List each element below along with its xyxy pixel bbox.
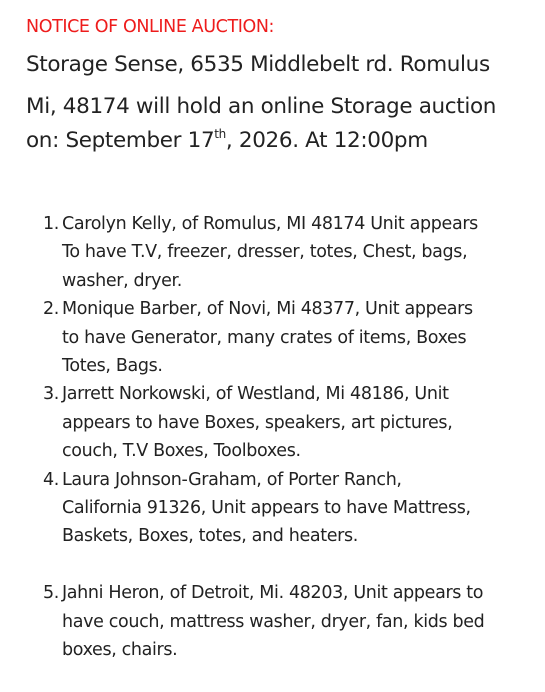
list-item-text: washer, dryer. — [62, 270, 183, 291]
intro-date-ordinal: th — [214, 127, 226, 141]
list-item-text: Carolyn Kelly, of Romulus, MI 48174 Unit appears — [62, 214, 478, 234]
list-item — [26, 295, 506, 380]
auction-unit-list — [26, 210, 506, 664]
list-item-number: 3. — [43, 384, 59, 405]
intro-time-text: , 2026. At 12:00pm — [225, 128, 428, 153]
intro-line-2: Mi, 48174 will hold an online Storage auction — [26, 94, 497, 119]
list-item-text: have couch, mattress washer, dryer, fan, kids bed — [62, 611, 485, 632]
list-item-text: appears to have Boxes, speakers, art pictures, — [62, 412, 453, 433]
list-item-number: 4. — [43, 469, 59, 490]
list-item-text: Totes, Bags. — [62, 356, 163, 377]
list-item-text: To have T.V, freezer, dresser, totes, Chest, bags, — [62, 242, 468, 263]
intro-date-text: on: September 17 — [26, 128, 215, 153]
list-item-text: California 91326, Unit appears to have Mattress, — [62, 498, 471, 519]
list-item-number: 2. — [43, 299, 59, 320]
list-item — [26, 380, 506, 465]
list-item-text: boxes, chairs. — [62, 640, 178, 661]
list-item-text: to have Generator, many crates of items, Boxes — [62, 327, 467, 348]
intro-line-3 — [26, 128, 526, 153]
list-item — [26, 579, 506, 664]
list-item — [26, 210, 506, 295]
list-item-number: 1. — [43, 214, 59, 234]
list-item-text: couch, T.V Boxes, Toolboxes. — [62, 441, 301, 462]
notice-heading: NOTICE OF ONLINE AUCTION: — [26, 17, 275, 37]
list-item-number: 5. — [43, 583, 59, 604]
list-item — [26, 466, 506, 551]
list-item-text: Jahni Heron, of Detroit, Mi. 48203, Unit appears to — [62, 583, 484, 604]
list-item-text: Jarrett Norkowski, of Westland, Mi 48186, Unit — [62, 384, 449, 405]
list-item-text: Monique Barber, of Novi, Mi 48377, Unit appears — [62, 299, 473, 320]
list-item-text: Laura Johnson-Graham, of Porter Ranch, — [62, 469, 402, 490]
intro-line-1: Storage Sense, 6535 Middlebelt rd. Romulus — [26, 52, 490, 77]
list-item-text: Baskets, Boxes, totes, and heaters. — [62, 526, 358, 547]
auction-intro — [26, 52, 526, 153]
